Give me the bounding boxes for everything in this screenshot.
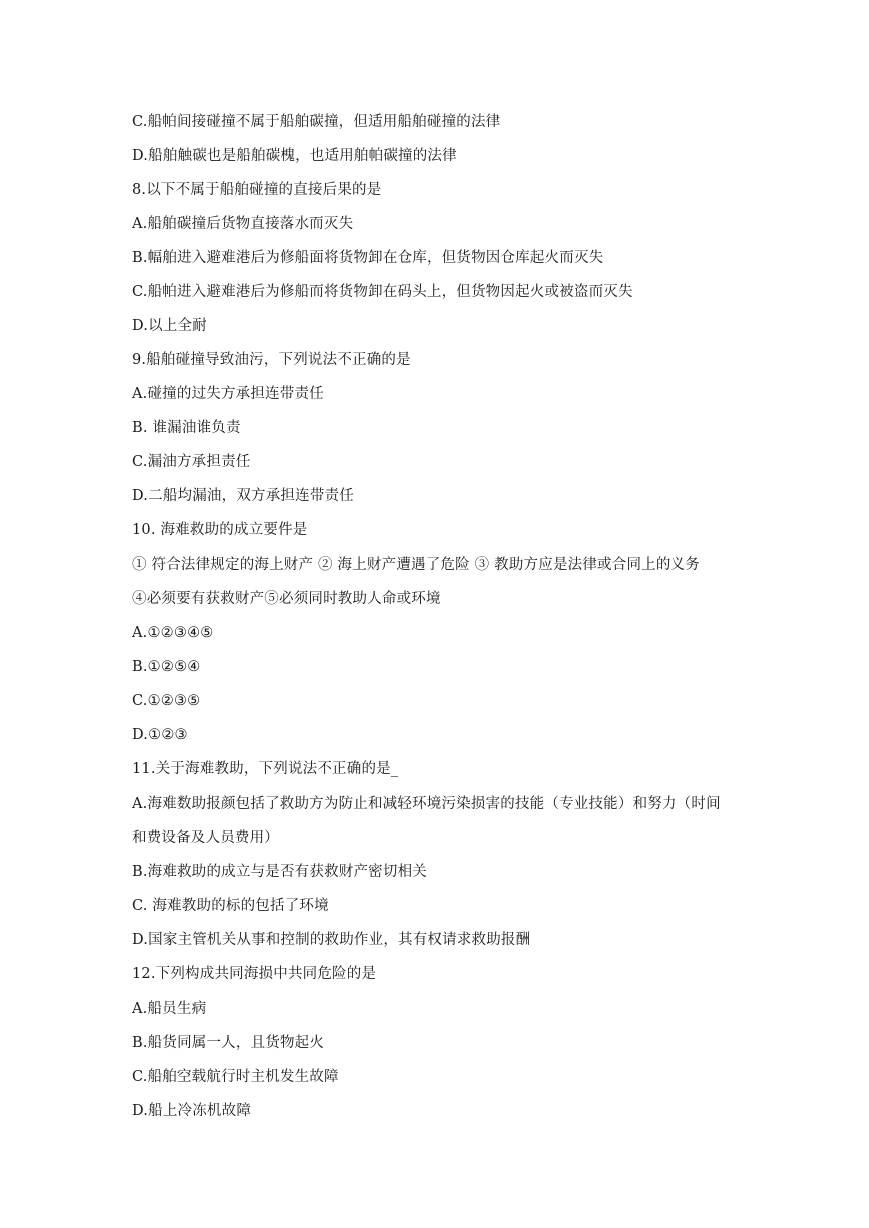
option-a: A.碰撞的过失方承担连带责任	[132, 386, 324, 402]
option-d: D.以上全耐	[132, 318, 207, 334]
question-10: 10. 海难救助的成立要件是	[132, 522, 308, 538]
option-b: B.海难救助的成立与是否有获救财产密切相关	[132, 864, 427, 880]
option-c: C.船帕进入避难港后为修船而将货物卸在码头上，但货物因起火或被盗而灭失	[132, 284, 633, 300]
question-8: 8.以下不属于船舶碰撞的直接后果的是	[132, 182, 382, 198]
question-9: 9.船舶碰撞导致油污，下列说法不正确的是	[132, 352, 411, 368]
option-b: B.幅舶进入避难港后为修船面将货物卸在仓库，但货物因仓库起火而灭失	[132, 250, 604, 266]
question-10-conditions-cont: ④必须要有获救财产⑤必须同时教助人命或环境	[132, 591, 441, 607]
option-b: B.船货同属一人，且货物起火	[132, 1035, 325, 1051]
option-a: A.①②③④⑤	[132, 625, 214, 641]
text-line: C.船帕间接碰撞不属于船舶碳撞，但适用船舶碰撞的法律	[132, 114, 501, 130]
question-12: 12.下列构成共同海损中共同危险的是	[132, 966, 377, 982]
option-d: D.船上冷冻机故障	[132, 1103, 252, 1119]
question-11: 11.关于海难教助，下列说法不正确的是_	[132, 761, 399, 777]
option-a: A.船员生病	[132, 1001, 207, 1017]
option-c: C.①②③⑤	[132, 693, 201, 709]
text-line: D.船舶触碳也是船舶碳槐，也适用舶帕碳撞的法律	[132, 148, 457, 164]
option-d: D.二船均漏油，双方承担连带责任	[132, 488, 354, 504]
option-c: C. 海难教助的标的包括了环境	[132, 898, 329, 914]
question-10-conditions: ① 符合法律规定的海上财产 ② 海上财产遭遇了危险 ③ 教助方应是法律或合同上的义务	[132, 557, 700, 573]
option-d: D.国家主管机关从事和控制的救助作业，其有权请求救助报酬	[132, 932, 531, 948]
option-c: C.漏油方承担责任	[132, 454, 251, 470]
option-a: A.海难数助报颜包括了救助方为防止和减轻环境污染损害的技能（专业技能）和努力（时间	[132, 796, 721, 812]
option-b: B. 谁漏油谁负责	[132, 420, 241, 436]
option-a-cont: 和费设备及人员费用）	[132, 830, 279, 846]
option-c: C.船舶空载航行时主机发生故障	[132, 1069, 339, 1085]
option-d: D.①②③	[132, 727, 188, 743]
option-b: B.①②⑤④	[132, 659, 201, 675]
option-a: A.船舶碳撞后货物直接落水而灭失	[132, 216, 354, 232]
